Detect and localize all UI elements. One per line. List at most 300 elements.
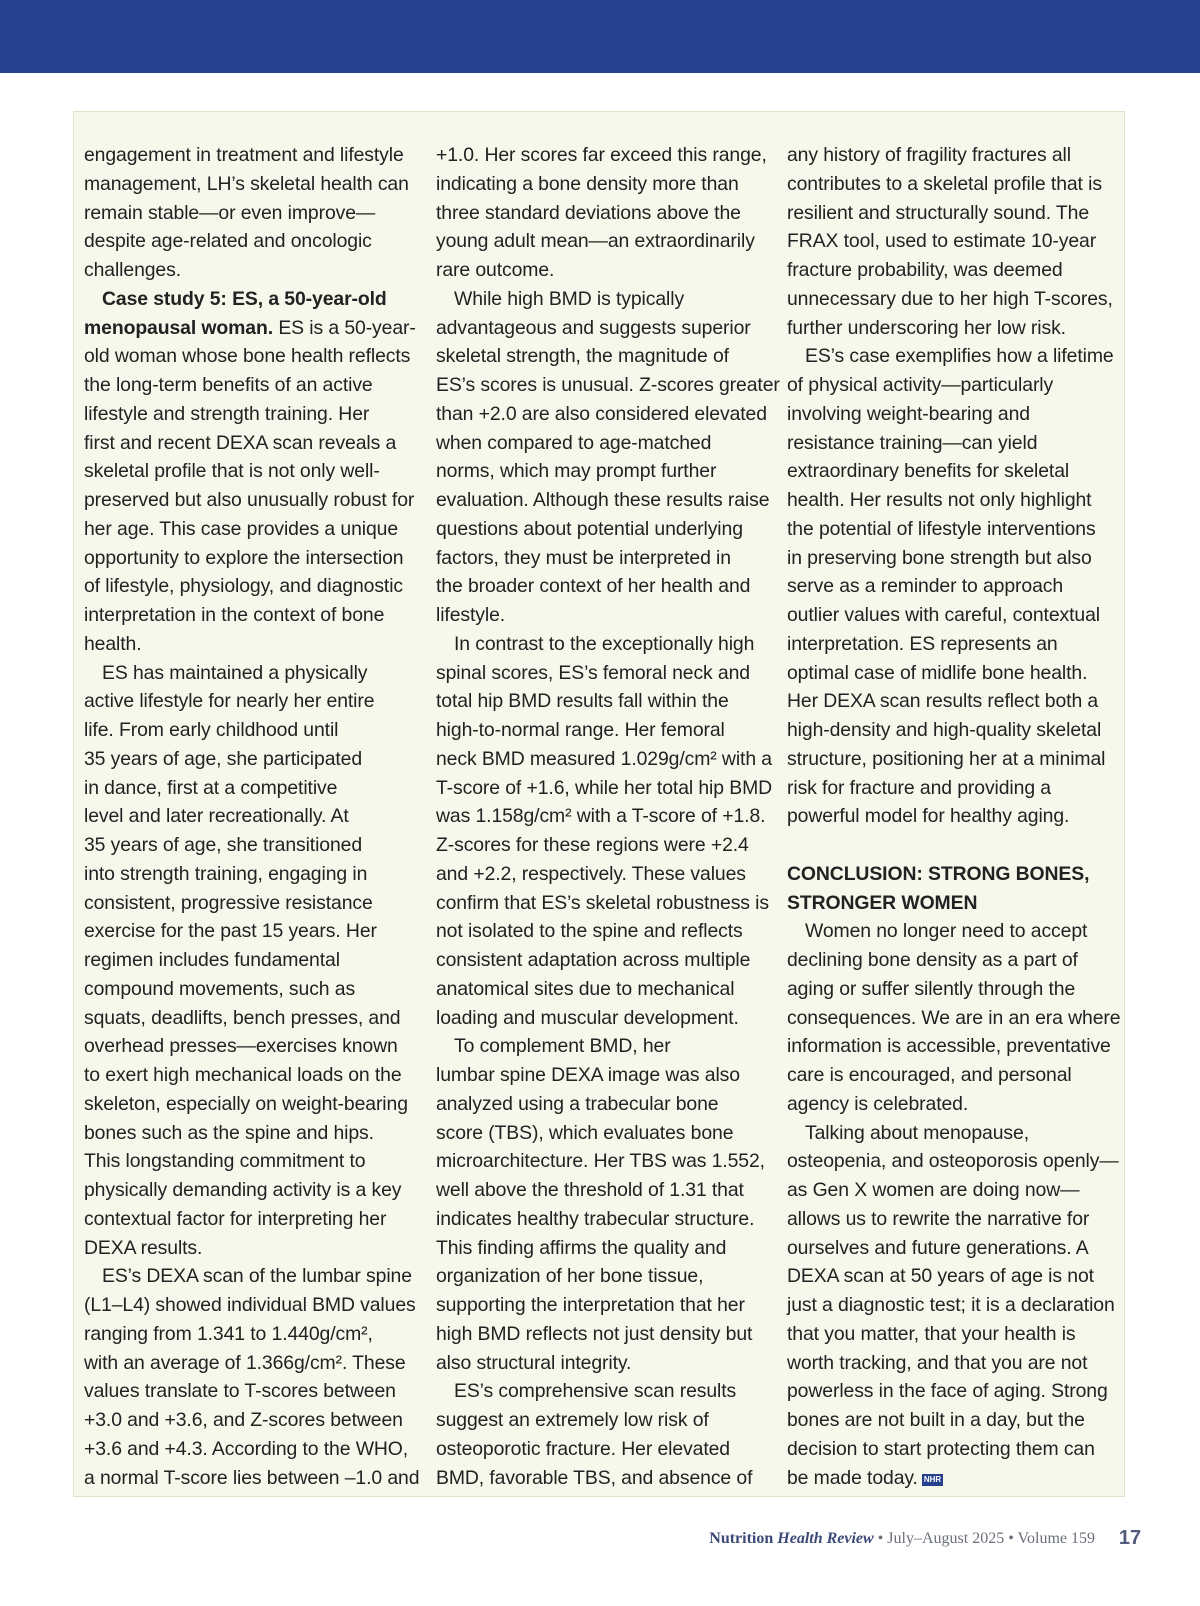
text-line	[787, 1435, 1123, 1464]
text-run: regimen includes fundamental	[84, 949, 340, 971]
text-run: This longstanding commitment to	[84, 1150, 366, 1173]
text-line	[436, 285, 770, 314]
text-run: agency is celebrated.	[787, 1092, 969, 1115]
text-line	[436, 889, 770, 918]
text-line	[84, 170, 418, 199]
text-line	[436, 572, 770, 601]
text-run: as Gen X women are doing now—	[787, 1179, 1080, 1201]
text-run: ourselves and future generations. A	[787, 1236, 1089, 1259]
paragraph	[84, 285, 418, 659]
text-run: of physical activity—particularly	[787, 374, 1054, 396]
text-run: that you matter, that your health is	[787, 1322, 1076, 1345]
text-run: T-score of +1.6, while her total hip BMD	[436, 776, 773, 799]
text-run: advantageous and suggests superior	[436, 316, 751, 339]
text-line	[84, 314, 418, 343]
text-line	[436, 917, 770, 946]
text-run: skeletal strength, the magnitude of	[436, 345, 729, 368]
text-run: resistance training—can yield	[787, 431, 1038, 454]
text-run: rare outcome.	[436, 259, 555, 281]
text-line	[787, 141, 1123, 170]
text-run: life. From early childhood until	[84, 719, 339, 741]
text-line	[436, 1090, 770, 1119]
text-run: skeletal profile that is not only well-	[84, 460, 380, 483]
text-line	[84, 1147, 418, 1176]
text-line	[84, 802, 418, 831]
text-line	[436, 515, 770, 544]
text-run: her age. This case provides a unique	[84, 517, 399, 540]
text-line	[84, 544, 418, 573]
text-run: despite age-related and oncologic	[84, 230, 372, 253]
text-line	[436, 1234, 770, 1263]
text-run: decision to start protecting them can	[787, 1437, 1095, 1460]
text-line	[84, 659, 418, 688]
text-line	[787, 515, 1123, 544]
text-run: powerful model for healthy aging.	[787, 805, 1070, 828]
text-run: health.	[84, 632, 142, 655]
text-line	[436, 716, 770, 745]
text-line	[436, 400, 770, 429]
text-run: outlier values with careful, contextual	[787, 604, 1100, 626]
text-line	[787, 1377, 1123, 1406]
text-line	[84, 1061, 418, 1090]
text-line	[787, 227, 1123, 256]
section-heading	[787, 860, 1123, 918]
text-run: into strength training, engaging in	[84, 862, 368, 885]
text-line	[787, 285, 1123, 314]
text-run: organization of her bone tissue,	[436, 1265, 704, 1288]
text-run: information is accessible, preventative	[787, 1035, 1111, 1058]
paragraph	[84, 141, 418, 285]
text-run: interpretation. ES represents an	[787, 632, 1058, 655]
paragraph	[436, 630, 773, 1033]
text-line	[787, 1262, 1123, 1291]
text-line	[84, 889, 418, 918]
text-run: factors, they must be interpreted in	[436, 546, 731, 569]
text-line	[436, 486, 770, 515]
text-line	[436, 1320, 770, 1349]
text-line	[84, 342, 418, 371]
text-line	[787, 1090, 1123, 1119]
text-run: and +2.2, respectively. These values	[436, 862, 746, 885]
text-run: BMD, favorable TBS, and absence of	[436, 1466, 753, 1489]
bold-run: menopausal woman.	[84, 316, 274, 339]
text-line	[436, 1004, 770, 1033]
text-line	[787, 889, 1123, 918]
text-run: neck BMD measured 1.029g/cm² with a	[436, 747, 772, 770]
running-footer	[560, 1530, 1095, 1548]
text-line	[787, 1205, 1123, 1234]
text-run: ES’s case exemplifies how a lifetime	[805, 345, 1114, 368]
text-run: allows us to rewrite the narrative for	[787, 1207, 1090, 1230]
text-run: physically demanding activity is a key	[84, 1179, 402, 1201]
text-run: lifestyle.	[436, 604, 506, 626]
text-run: high-to-normal range. Her femoral	[436, 719, 725, 741]
text-line	[787, 314, 1123, 343]
text-line	[787, 170, 1123, 199]
text-line	[84, 1406, 418, 1435]
text-line	[84, 1435, 418, 1464]
text-run: well above the threshold of 1.31 that	[436, 1179, 744, 1201]
text-run: compound movements, such as	[84, 977, 356, 1000]
text-line	[84, 1119, 418, 1148]
paragraph	[787, 917, 1123, 1118]
text-line	[436, 1262, 770, 1291]
text-line	[436, 457, 770, 486]
text-line	[84, 831, 418, 860]
text-run: FRAX tool, used to estimate 10-year	[787, 230, 1097, 253]
text-line	[787, 457, 1123, 486]
text-run: lifestyle and strength training. Her	[84, 402, 370, 425]
text-line	[84, 199, 418, 228]
text-run: unnecessary due to her high T-scores,	[787, 287, 1113, 310]
text-run: just a diagnostic test; it is a declaration	[787, 1294, 1115, 1316]
text-line	[436, 975, 770, 1004]
text-line	[787, 544, 1123, 573]
paragraph	[787, 141, 1123, 342]
text-run: also structural integrity.	[436, 1351, 632, 1374]
text-run: care is encouraged, and personal	[787, 1064, 1072, 1086]
text-line	[436, 1032, 770, 1061]
text-run: osteopenia, and osteoporosis openly—	[787, 1150, 1119, 1173]
text-line	[84, 1234, 418, 1263]
text-line	[787, 1119, 1123, 1148]
text-line	[84, 572, 418, 601]
text-run: +3.6 and +4.3. According to the WHO,	[84, 1437, 409, 1460]
text-line	[436, 227, 770, 256]
text-line	[436, 1349, 770, 1378]
text-run: osteoporotic fracture. Her elevated	[436, 1437, 730, 1460]
text-line	[436, 802, 770, 831]
text-run: the broader context of her health and	[436, 575, 751, 598]
issue-info: • July–August 2025 • Volume 159	[873, 1530, 1095, 1547]
text-line	[84, 256, 418, 285]
text-line	[787, 745, 1123, 774]
text-line	[787, 774, 1123, 803]
text-run: fracture probability, was deemed	[787, 259, 1063, 281]
text-line	[84, 687, 418, 716]
paragraph	[436, 285, 780, 630]
paragraph	[84, 1262, 418, 1492]
text-run: was 1.158g/cm² with a T-score of +1.8.	[436, 805, 766, 828]
text-line	[84, 917, 418, 946]
text-line	[84, 860, 418, 889]
text-run: (L1–L4) showed individual BMD values	[84, 1294, 416, 1316]
text-run: health. Her results not only highlight	[787, 489, 1092, 511]
text-run: values translate to T-scores between	[84, 1380, 396, 1403]
text-run: declining bone density as a part of	[787, 949, 1078, 971]
text-line	[84, 1349, 418, 1378]
text-line	[787, 802, 1123, 831]
text-line	[436, 630, 770, 659]
text-line	[84, 975, 418, 1004]
text-run: DEXA scan at 50 years of age is not	[787, 1265, 1094, 1288]
text-run: +3.0 and +3.6, and Z-scores between	[84, 1409, 403, 1431]
text-line	[787, 975, 1123, 1004]
text-run: ES’s scores is unusual. Z-scores greater	[436, 374, 780, 396]
text-run: high-density and high-quality skeletal	[787, 719, 1102, 741]
text-run: total hip BMD results fall within the	[436, 690, 729, 713]
text-run: young adult mean—an extraordinarily	[436, 230, 755, 253]
text-run: STRONGER WOMEN	[787, 891, 978, 914]
text-run: in preserving bone strength but also	[787, 546, 1092, 569]
text-line	[436, 342, 770, 371]
paragraph	[436, 141, 770, 285]
paragraph	[787, 1119, 1123, 1493]
text-line	[84, 227, 418, 256]
text-run: active lifestyle for nearly her entire	[84, 690, 375, 713]
text-line	[436, 1464, 770, 1493]
text-run: preserved but also unusually robust for	[84, 489, 415, 511]
text-line	[787, 1406, 1123, 1435]
text-run: norms, which may prompt further	[436, 460, 717, 483]
text-run: management, LH’s skeletal health can	[84, 172, 409, 195]
text-run: involving weight-bearing and	[787, 402, 1030, 425]
text-line	[84, 1205, 418, 1234]
text-line	[84, 1004, 418, 1033]
text-line	[787, 486, 1123, 515]
text-line	[787, 371, 1123, 400]
text-line	[84, 141, 418, 170]
text-line	[84, 400, 418, 429]
text-run: bones are not built in a day, but the	[787, 1409, 1085, 1431]
text-line	[84, 429, 418, 458]
text-line	[436, 544, 770, 573]
text-line	[84, 1377, 418, 1406]
text-line	[436, 1147, 770, 1176]
text-run: +1.0. Her scores far exceed this range,	[436, 144, 767, 166]
text-line	[84, 1090, 418, 1119]
text-line	[436, 371, 780, 400]
text-run: of lifestyle, physiology, and diagnostic	[84, 575, 404, 598]
text-line	[787, 199, 1123, 228]
text-run: DEXA results.	[84, 1236, 203, 1259]
text-line	[436, 1435, 770, 1464]
text-run: In contrast to the exceptionally high	[454, 632, 755, 655]
text-line	[787, 572, 1123, 601]
text-run: Z-scores for these regions were +2.4	[436, 834, 749, 856]
text-line	[787, 860, 1123, 889]
text-run: level and later recreationally. At	[84, 805, 349, 828]
text-run: indicating a bone density more than	[436, 172, 739, 195]
text-run: 35 years of age, she participated	[84, 747, 363, 770]
text-line	[436, 170, 770, 199]
text-run: questions about potential underlying	[436, 517, 743, 540]
text-line	[436, 946, 770, 975]
text-run: old woman whose bone health reflects	[84, 345, 411, 368]
paragraph	[84, 659, 418, 1263]
column-1	[84, 141, 418, 1492]
text-run: structure, positioning her at a minimal	[787, 747, 1106, 770]
text-line	[436, 601, 770, 630]
text-line	[84, 1032, 418, 1061]
column-3	[787, 141, 1123, 1492]
text-run: To complement BMD, her	[454, 1035, 671, 1058]
text-run: 35 years of age, she transitioned	[84, 834, 363, 856]
text-line	[436, 1176, 770, 1205]
text-line	[84, 774, 418, 803]
section-spacer	[787, 831, 1123, 860]
text-run: not isolated to the spine and reflects	[436, 920, 743, 943]
text-run: While high BMD is typically	[454, 287, 685, 310]
text-line	[787, 1061, 1123, 1090]
text-line	[787, 1234, 1123, 1263]
text-line	[84, 486, 418, 515]
text-line	[787, 256, 1123, 285]
text-run: ES’s DEXA scan of the lumbar spine	[102, 1265, 412, 1288]
text-run: extraordinary benefits for skeletal	[787, 460, 1070, 483]
text-run: risk for fracture and providing a	[787, 776, 1051, 799]
text-line	[436, 141, 770, 170]
text-line	[787, 342, 1123, 371]
text-line	[787, 601, 1123, 630]
text-line	[84, 946, 418, 975]
text-run: be made today.	[787, 1466, 918, 1489]
text-line	[436, 1377, 770, 1406]
text-run: a normal T-score lies between –1.0 and	[84, 1466, 420, 1489]
text-run: Her DEXA scan results reflect both a	[787, 690, 1099, 713]
text-run: confirm that ES’s skeletal robustness is	[436, 891, 769, 914]
text-run: evaluation. Although these results raise	[436, 489, 770, 511]
text-run: analyzed using a trabecular bone	[436, 1092, 719, 1115]
text-run: than +2.0 are also considered elevated	[436, 402, 767, 425]
text-line	[787, 630, 1123, 659]
header-band	[0, 0, 1200, 73]
text-run: the long-term benefits of an active	[84, 374, 373, 396]
text-run: any history of fragility fractures all	[787, 144, 1071, 166]
text-run: engagement in treatment and lifestyle	[84, 144, 404, 166]
text-line	[84, 745, 418, 774]
text-line	[436, 429, 770, 458]
text-line	[436, 199, 770, 228]
text-run: challenges.	[84, 259, 181, 281]
nhr-end-mark-icon: NHR	[923, 1474, 942, 1484]
text-line	[84, 630, 418, 659]
text-line	[436, 1205, 770, 1234]
text-line	[84, 1320, 418, 1349]
text-line	[787, 1004, 1123, 1033]
text-run: score (TBS), which evaluates bone	[436, 1121, 734, 1144]
text-line	[787, 1464, 1123, 1493]
article-panel	[73, 111, 1125, 1497]
text-line	[787, 1176, 1123, 1205]
text-line	[436, 256, 770, 285]
text-run: consequences. We are in an era where	[787, 1006, 1121, 1029]
text-run: the potential of lifestyle interventions	[787, 517, 1096, 540]
text-run: resilient and structurally sound. The	[787, 201, 1090, 224]
text-line	[787, 1291, 1123, 1320]
text-run: microarchitecture. Her TBS was 1.552,	[436, 1150, 765, 1173]
text-run: powerless in the face of aging. Strong	[787, 1380, 1108, 1403]
text-line	[84, 285, 418, 314]
text-run: serve as a reminder to approach	[787, 575, 1064, 598]
text-run: loading and muscular development.	[436, 1006, 739, 1029]
text-run: spinal scores, ES’s femoral neck and	[436, 661, 750, 684]
text-run: to exert high mechanical loads on the	[84, 1064, 402, 1086]
text-run: when compared to age-matched	[436, 431, 712, 454]
text-run: consistent, progressive resistance	[84, 891, 373, 914]
text-run: three standard deviations above the	[436, 201, 741, 224]
text-line	[436, 1291, 770, 1320]
text-line	[787, 400, 1123, 429]
paragraph	[436, 1032, 770, 1377]
text-line	[436, 774, 773, 803]
text-run: ES has maintained a physically	[102, 661, 368, 684]
text-run: suggest an extremely low risk of	[436, 1409, 709, 1431]
text-line	[84, 1262, 418, 1291]
text-run: CONCLUSION: STRONG BONES,	[787, 862, 1090, 885]
text-run: in dance, first at a competitive	[84, 776, 338, 799]
text-line	[436, 659, 770, 688]
text-line	[787, 917, 1123, 946]
text-run: opportunity to explore the intersection	[84, 546, 404, 569]
text-line	[84, 601, 418, 630]
text-line	[787, 1320, 1123, 1349]
text-line	[787, 1147, 1123, 1176]
text-line	[436, 1119, 770, 1148]
text-run: Women no longer need to accept	[805, 920, 1088, 943]
text-run: remain stable—or even improve—	[84, 201, 376, 224]
text-run: aging or suffer silently through the	[787, 977, 1076, 1000]
text-run: squats, deadlifts, bench presses, and	[84, 1006, 401, 1029]
text-run: consistent adaptation across multiple	[436, 949, 751, 971]
text-line	[436, 1406, 770, 1435]
bold-run: Case study 5: ES, a 50-year-old	[102, 287, 387, 310]
paragraph	[787, 342, 1123, 831]
text-run: lumbar spine DEXA image was also	[436, 1064, 740, 1086]
text-line	[84, 1291, 418, 1320]
text-line	[436, 1061, 770, 1090]
text-run: optimal case of midlife bone health.	[787, 661, 1088, 684]
text-line	[436, 687, 770, 716]
text-run: indicates healthy trabecular structure.	[436, 1207, 755, 1230]
text-run: interpretation in the context of bone	[84, 604, 385, 626]
text-line	[787, 716, 1123, 745]
text-line	[84, 457, 418, 486]
text-run: skeleton, especially on weight-bearing	[84, 1092, 408, 1115]
text-run: supporting the interpretation that her	[436, 1294, 745, 1316]
text-run: high BMD reflects not just density but	[436, 1322, 753, 1345]
text-run: with an average of 1.366g/cm². These	[84, 1351, 406, 1374]
text-line	[436, 831, 770, 860]
text-run: contextual factor for interpreting her	[84, 1207, 387, 1230]
text-run: ES is a 50-year-	[273, 316, 416, 339]
text-line	[787, 659, 1123, 688]
column-2	[436, 141, 780, 1492]
text-run: exercise for the past 15 years. Her	[84, 920, 377, 943]
text-line	[787, 429, 1123, 458]
journal-name: Nutrition Health Review	[709, 1530, 874, 1547]
text-line	[84, 1464, 418, 1493]
text-run: ES’s comprehensive scan results	[454, 1380, 737, 1403]
text-run: anatomical sites due to mechanical	[436, 977, 735, 1000]
text-line	[84, 515, 418, 544]
text-line	[436, 745, 770, 774]
text-line	[787, 1032, 1123, 1061]
text-run: contributes to a skeletal profile that is	[787, 172, 1102, 195]
text-line	[84, 371, 418, 400]
page-number: 17	[1118, 1527, 1142, 1549]
text-run: further underscoring her low risk.	[787, 316, 1066, 339]
text-run: overhead presses—exercises known	[84, 1035, 398, 1058]
text-line	[436, 860, 770, 889]
text-line	[436, 314, 770, 343]
text-line	[787, 1349, 1123, 1378]
text-run: This finding affirms the quality and	[436, 1236, 727, 1259]
text-line	[787, 687, 1123, 716]
text-line	[84, 716, 418, 745]
paragraph	[436, 1377, 770, 1492]
text-run: ranging from 1.341 to 1.440g/cm²,	[84, 1322, 373, 1345]
